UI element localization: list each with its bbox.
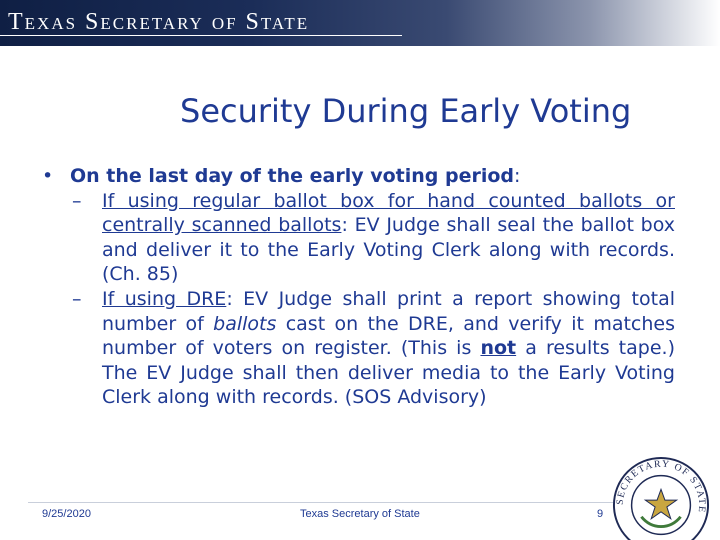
footer-page-number: 9 [597,508,604,520]
bullet1-lead: On the last day of the early voting period [70,165,515,187]
bullet-icon: • [42,165,54,187]
footer-date: 9/25/2020 [42,508,91,520]
slide-title: Security During Early Voting [180,92,632,130]
dash-icon: – [72,287,82,310]
seal-text: SECRETARY OF STATE [614,458,708,515]
sub2-condition: If using DRE [102,287,227,310]
bullet1-lead-suffix: : [514,165,521,187]
sub-bullet-ballot-box [30,189,675,287]
sub1-text: : EV Judge shall seal the ballot box and deliver it to the Early Voting Clerk along with records. (Ch. 85) [102,214,675,286]
state-seal-icon [612,456,710,540]
sub2-text-c: a results tape.) The EV Judge shall then deliver media to the Early Voting Clerk along with records. (SOS Advisory) [102,337,675,409]
sub2-bold: not [480,337,517,360]
sub-bullet-dre [30,287,675,410]
sub1-condition: If using regular ballot box for hand counted ballots or centrally scanned ballots [102,189,675,237]
footer-divider [28,502,618,503]
slide-content [30,164,675,410]
bullet-level1 [30,164,675,189]
header-title: Texas Secretary of State [8,9,310,35]
sub2-text-a: : EV Judge shall print a report showing total number of [102,287,675,335]
sub2-text-b: cast on the DRE, and verify it matches number of voters on register. (This is [102,312,675,360]
dash-icon: – [72,189,82,212]
header-rule [0,35,402,36]
sub2-italic: ballots [213,312,277,335]
header-banner [0,0,720,46]
footer-center: Texas Secretary of State [300,508,420,520]
